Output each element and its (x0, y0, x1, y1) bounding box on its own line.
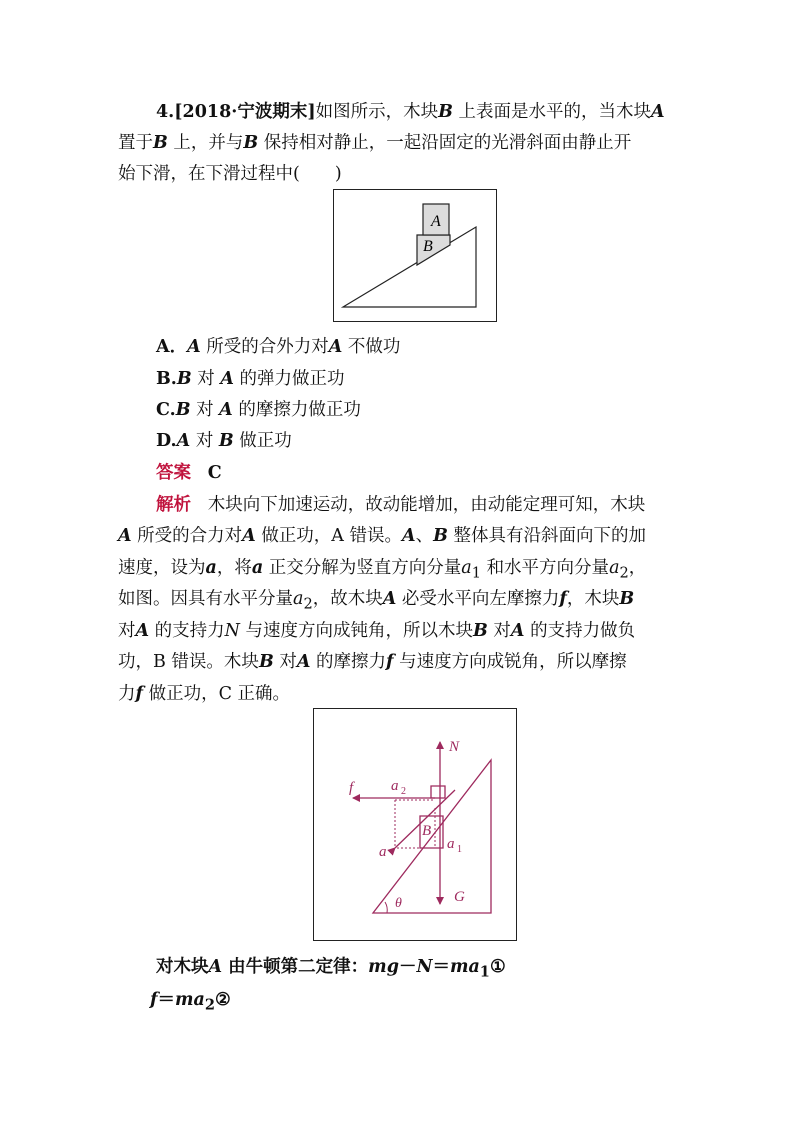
text-fragment: f (150, 990, 158, 1010)
label-theta: θ (395, 896, 402, 911)
var: A (219, 400, 233, 420)
label-a2-sub: 2 (401, 786, 406, 797)
text-fragment: 做正功，C 正确。 (148, 684, 291, 704)
incline-figure (333, 189, 497, 322)
text-fragment: ，木块 (566, 589, 620, 609)
option-C (156, 396, 361, 421)
var: A (328, 337, 343, 357)
text-fragment: a (293, 589, 304, 609)
block-B-label: B (423, 238, 433, 255)
text-fragment: 和水平方向分量 (486, 558, 610, 578)
text-fragment: 整体具有沿斜面向下的加 (453, 526, 646, 546)
text-fragment: 的摩擦力 (315, 652, 386, 672)
text-fragment: ＝ (432, 957, 450, 977)
text-fragment: a (251, 558, 264, 578)
analysis-line-3 (118, 554, 646, 582)
text-fragment: ，故木块 (312, 589, 383, 609)
question-text: 如图所示，木块 (315, 102, 439, 122)
text-fragment: 1 (479, 963, 490, 981)
text-fragment: ma (175, 990, 205, 1010)
option-text: 对 (195, 431, 214, 451)
text-fragment: 速度，设为 (118, 558, 206, 578)
var-B: B (243, 133, 259, 153)
analysis-line-4 (118, 585, 634, 613)
text-fragment: 2 (619, 564, 629, 582)
equation-2 (150, 986, 231, 1014)
text-fragment: f (559, 589, 567, 609)
option-key: C. (156, 400, 176, 420)
analysis-line-2 (118, 522, 646, 547)
answer-line (156, 459, 222, 484)
answer-value: C (207, 463, 222, 483)
option-text: 所受的合外力对 (206, 337, 329, 357)
var: B (176, 369, 192, 389)
question-line-1 (156, 98, 665, 123)
option-text: 对 (196, 400, 214, 420)
var-A: A (651, 102, 665, 122)
text-fragment: B (433, 526, 448, 546)
text-fragment: A (510, 621, 525, 641)
text-fragment: － (398, 957, 417, 977)
text-fragment: N (224, 621, 240, 641)
text-fragment: 的支持力做负 (530, 621, 636, 641)
option-B (156, 365, 345, 390)
text-fragment: 对 (118, 621, 136, 641)
text-fragment: A (135, 621, 150, 641)
equation-1 (156, 953, 506, 981)
text-fragment: A (402, 526, 416, 546)
analysis-text: 木块向下加速运动，故动能增加，由动能定理可知，木块 (207, 495, 646, 515)
answer-label: 答案 (156, 463, 191, 483)
text-fragment: 与速度方向成钝角，所以木块 (245, 621, 474, 641)
question-text: 保持相对静止，一起沿固定的光滑斜面由静止开 (263, 133, 632, 153)
label-a1: a (447, 836, 455, 852)
text-fragment: ＝ (157, 990, 176, 1010)
text-fragment: 2 (303, 595, 313, 613)
question-source: [2018·宁波期末] (174, 102, 316, 122)
option-text: 不做功 (347, 337, 401, 357)
question-text: 始下滑，在下滑过程中( ) (118, 164, 342, 184)
option-key: A． (156, 337, 188, 357)
text-fragment: 正交分解为竖直方向分量 (268, 558, 462, 578)
text-fragment: 、 (415, 526, 434, 546)
option-D (156, 427, 292, 452)
option-text: 的摩擦力做正功 (238, 400, 361, 420)
var: A (220, 369, 234, 389)
text-fragment: a (461, 558, 472, 578)
label-G: G (454, 889, 465, 905)
analysis-line-7 (118, 680, 290, 705)
text-fragment: mg (368, 957, 399, 977)
text-fragment: ② (215, 990, 231, 1010)
text-fragment: 1 (471, 564, 481, 582)
var: A (187, 337, 201, 357)
text-fragment: 功，B 错误。木块 (118, 652, 259, 672)
var-B: B (153, 133, 168, 153)
question-line-2 (118, 129, 631, 154)
option-text: 的弹力做正功 (239, 369, 345, 389)
text-fragment: A (242, 526, 256, 546)
question-text: 上，并与 (173, 133, 244, 153)
text-fragment: N (416, 957, 433, 977)
text-fragment: A (296, 652, 311, 672)
block-A-label: A (431, 213, 441, 230)
label-a2: a (391, 778, 399, 794)
question-text: 上表面是水平的，当木块 (458, 102, 652, 122)
text-fragment: 做正功，A 错误。 (261, 526, 403, 546)
force-diagram (313, 708, 517, 941)
option-A (156, 333, 400, 358)
option-text: 对 (197, 369, 215, 389)
text-fragment: a (609, 558, 620, 578)
question-number: 4. (156, 102, 175, 122)
text-fragment: A (208, 957, 223, 977)
text-fragment: A (382, 589, 397, 609)
text-fragment: ① (489, 957, 506, 977)
analysis-line-1 (156, 491, 645, 516)
text-fragment: ， (628, 558, 647, 578)
label-B: B (422, 823, 432, 839)
label-a1-sub: 1 (457, 844, 462, 855)
text-fragment: a (205, 558, 217, 578)
option-key: B. (156, 369, 177, 389)
var: B (218, 431, 234, 451)
figure-border (314, 709, 517, 941)
text-fragment: 对木块 (156, 957, 209, 977)
text-fragment: B (619, 589, 635, 609)
option-key: D. (156, 431, 177, 451)
question-line-3 (118, 160, 342, 185)
text-fragment: 2 (204, 996, 216, 1014)
text-fragment: A (118, 526, 132, 546)
text-fragment: 对 (279, 652, 297, 672)
analysis-label: 解析 (156, 495, 191, 515)
text-fragment: 如图。因具有水平分量 (118, 589, 293, 609)
var-B: B (438, 102, 453, 122)
text-fragment: 由牛顿第二定律： (228, 957, 369, 977)
text-fragment: 所受的合力对 (137, 526, 243, 546)
text-fragment: 与速度方向成锐角，所以摩擦 (399, 652, 627, 672)
text-fragment: 必受水平向左摩擦力 (401, 589, 560, 609)
text-fragment: B (258, 652, 274, 672)
text-fragment: 力 (118, 684, 136, 704)
analysis-line-5 (118, 617, 635, 642)
var: A (176, 431, 191, 451)
text-fragment: ，将 (216, 558, 252, 578)
text-fragment: f (135, 684, 144, 704)
label-f: f (349, 780, 354, 796)
text-fragment: 对 (493, 621, 511, 641)
label-a: a (379, 844, 387, 860)
question-text: 置于 (118, 133, 153, 153)
text-fragment: f (385, 652, 394, 672)
analysis-line-6 (118, 648, 627, 673)
label-N: N (449, 739, 460, 755)
text-fragment: ma (449, 957, 480, 977)
option-text: 做正功 (239, 431, 292, 451)
var: B (175, 400, 191, 420)
text-fragment: B (473, 621, 488, 641)
text-fragment: 的支持力 (154, 621, 225, 641)
